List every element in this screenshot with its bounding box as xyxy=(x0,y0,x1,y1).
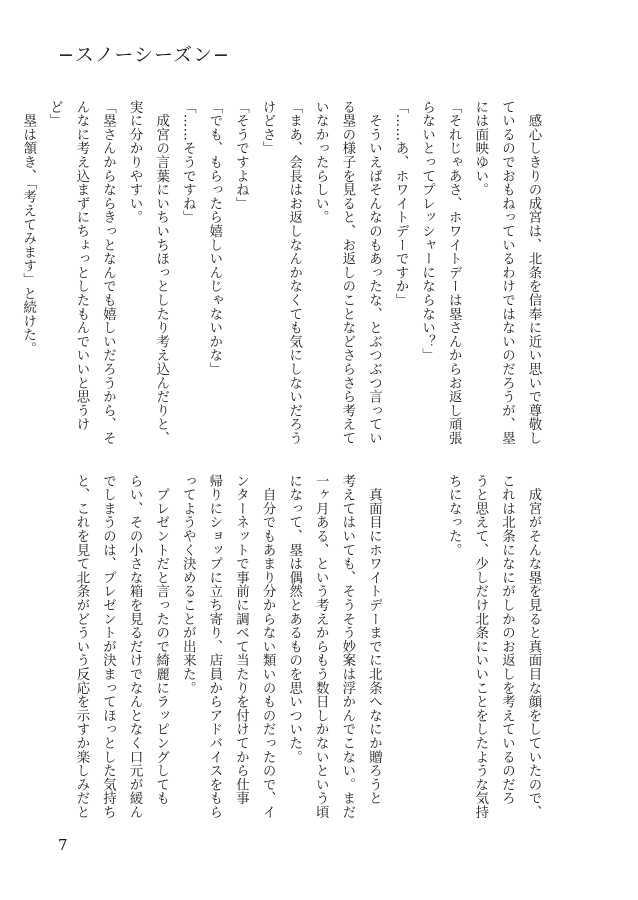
text-line: 「まあ、会長はお返しなんかなくても気にしないだろう xyxy=(286,100,302,445)
text-line: うと思えて、少しだけ北条にいいことをしたような気持 xyxy=(472,474,488,819)
text-line: プレゼントだと言ったので綺麗にラッピングしても xyxy=(153,474,169,806)
text-line: 「でも、もらったら嬉しいんじゃないかな」 xyxy=(206,100,222,376)
text-line: らないとってプレッシャーにならない？」 xyxy=(419,100,435,363)
text-line: 成宮の言葉にいちいちほっとしたり考え込んだりと、 xyxy=(153,100,169,445)
text-line: ど」 xyxy=(47,100,63,128)
text-line: けどさ」 xyxy=(260,100,276,156)
text-line: らい、その小さな箱を見るだけでなんとなく口元が緩ん xyxy=(127,474,143,819)
text-line: ってようやく決めることが出来た。 xyxy=(180,474,196,695)
text-line: そういえばそんなのもあったな、とぶつぶつ言ってい xyxy=(366,100,382,445)
text-line: と、これを見て北条がどういう反応を示すか楽しみだと xyxy=(73,474,89,819)
text-line: 感心しきりの成宮は、北条を信奉に近い思いで尊敬し xyxy=(526,100,541,445)
text-line: ンターネットで事前に調べて当たりを付けてから仕事 xyxy=(233,474,249,806)
text-line: 帰りにショップに立ち寄り、店員からアドバイスをもら xyxy=(206,474,222,819)
page-number: 7 xyxy=(58,836,68,854)
text-line: る塁の様子を見ると、お返しのことなどさらさら考えて xyxy=(339,100,355,445)
text-line: 考えてはいても、そうそう妙案は浮かんでこない。まだ xyxy=(339,474,355,819)
text-line: 「それじゃあさ、ホワイトデーは塁さんからお返し頑張 xyxy=(446,100,462,445)
text-line: 塁は頷き、「考えてみます」と続けた。 xyxy=(20,100,36,356)
blank-line xyxy=(386,474,413,844)
text-line: んなに考え込まずにちょっとしたもんでいいと思うけ xyxy=(73,100,89,432)
text-line: 真面目にホワイトデーまでに北条へなにか贈ろうと xyxy=(366,474,382,806)
running-header-title: −スノーシーズン− xyxy=(58,44,230,66)
text-line: ているのでおもねっているわけではないのだろうが、塁 xyxy=(499,100,515,445)
text-line: 成宮がそんな塁を見ると真面目な顔をしていたので、 xyxy=(526,474,541,819)
text-line: 自分でもあまり分からない類いのものだったので、イ xyxy=(260,474,276,819)
text-line: 実に分かりやすい。 xyxy=(127,100,143,225)
text-line: ちになった。 xyxy=(446,474,462,557)
text-line: 「……あ、ホワイトデーですか」 xyxy=(393,100,409,307)
text-line: 「塁さんからならきっとなんでも嬉しいだろうから、そ xyxy=(100,100,116,445)
text-line: 一ヶ月ある、という考えからもう数日しかないという頃 xyxy=(313,474,329,819)
text-line: には面映ゆい。 xyxy=(472,100,488,197)
blank-line xyxy=(413,474,440,844)
top-text-block xyxy=(20,100,546,452)
text-line: でしまうのは、プレゼントが決まってほっとした気持ち xyxy=(100,474,116,819)
text-line: これは北条になにがしかのお返しを考えているのだろ xyxy=(499,474,515,806)
bottom-text-block xyxy=(56,474,546,844)
text-line: いなかったらしい。 xyxy=(313,100,329,225)
text-line: 「そうですよね」 xyxy=(233,100,249,211)
text-line: になって、塁は偶然とあるものを思いついた。 xyxy=(286,474,302,764)
text-line: 「……そうですね」 xyxy=(180,100,196,225)
